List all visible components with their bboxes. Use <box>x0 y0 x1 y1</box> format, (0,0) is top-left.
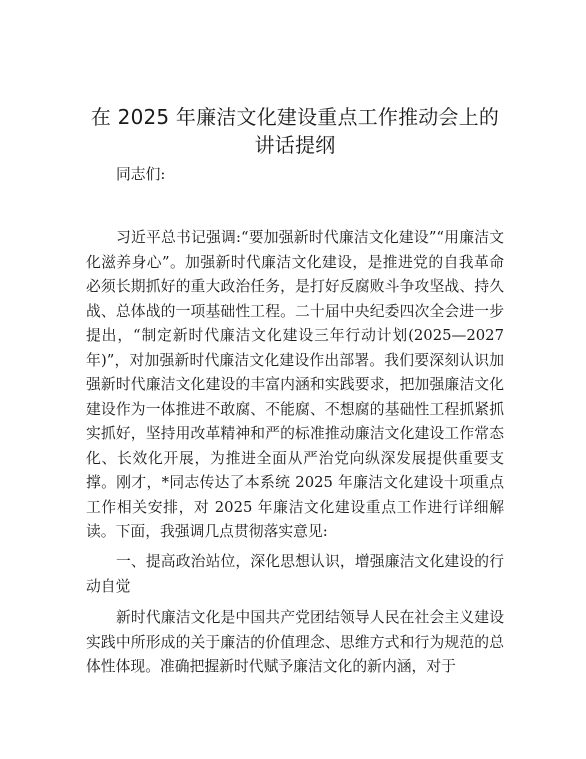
body-paragraph-2: 新时代廉洁文化是中国共产党团结领导人民在社会主义建设实践中所形成的关于廉洁的价值理念、思维方式和行为规范的总体性体现。准确把握新时代赋予廉洁文化的新内涵，对于 <box>86 609 504 675</box>
document-title: 在 2025 年廉洁文化建设重点工作推动会上的讲话提纲 <box>90 105 500 157</box>
greeting: 同志们: <box>116 166 166 183</box>
body-paragraph-1: 习近平总书记强调:“要加强新时代廉洁文化建设”“用廉洁文化滋养身心”。加强新时代廉洁文化建设，是推进党的自我革命必须长期抓好的重大政治任务，是打好反腐败斗争攻坚战、持久战、总体战的一项基础性工程。二十届中央纪委四次全会进一步提出，“制定新时代廉洁文化建设三年行动计划(2025—2027 年)”，对加强新时代廉洁文化建设作出部署。我们要深刻认识加强新时代廉洁文化建设的丰富内涵和实践要求，把加强廉洁文化建设作为一体推进不敢腐、不能腐、不想腐的基础性工程抓紧抓实抓好，坚持用改革精神和严的标准推动廉洁文化建设工作常态化、长效化开展，为推进全面从严治党向纵深发展提供重要支撑。刚才，*同志传达了本系统 2025 年廉洁文化建设十项重点工作相关安排，对 2025 年廉洁文化建设重点工作进行详细解读。下面，我强调几点贯彻落实意见: <box>86 229 504 540</box>
section-heading-1: 一、提高政治站位，深化思想认识，增强廉洁文化建设的行动自觉 <box>86 553 504 595</box>
